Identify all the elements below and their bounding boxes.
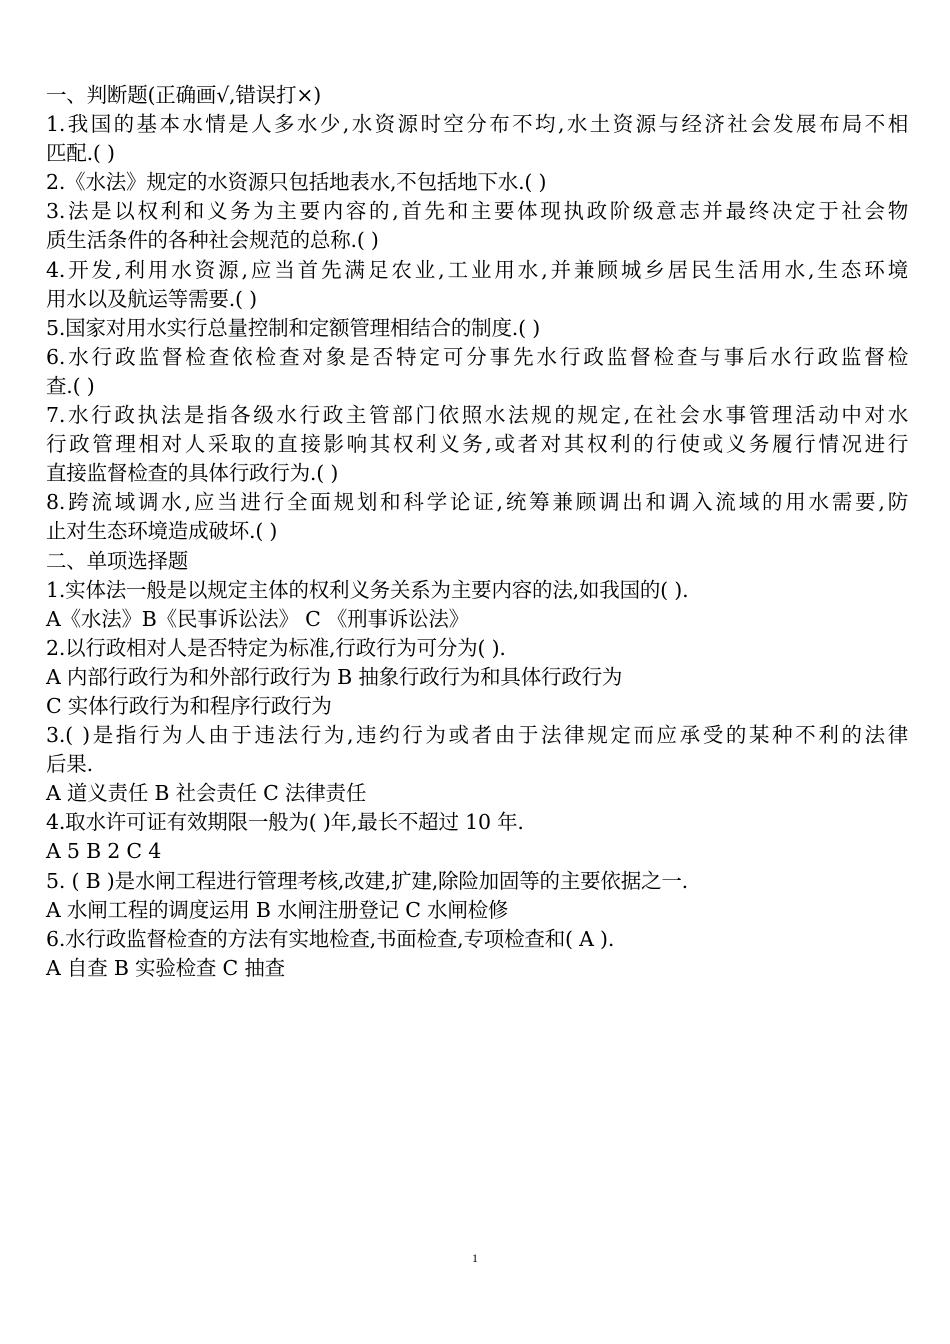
mc-question-1-options: A《水法》B《民事诉讼法》 C 《刑事诉讼法》: [46, 606, 469, 631]
document-body: [46, 81, 908, 983]
tf-question-7-line-3: 直接监督检查的具体行政行为.( ): [46, 461, 339, 486]
tf-question-2: 2.《水法》规定的水资源只包括地表水,不包括地下水.( ): [46, 170, 547, 195]
mc-question-4: 4.取水许可证有效期限一般为( )年,最长不超过 10 年.: [46, 810, 524, 835]
mc-question-4-options: A 5 B 2 C 4: [46, 839, 162, 864]
tf-question-3-line-1: 3.法是以权利和义务为主要内容的,首先和主要体现执政阶级意志并最终决定于社会物: [46, 199, 908, 224]
mc-question-3-line-2: 后果.: [46, 752, 93, 777]
mc-question-5-options: A 水闸工程的调度运用 B 水闸注册登记 C 水闸检修: [46, 897, 509, 922]
tf-question-7-line-1: 7.水行政执法是指各级水行政主管部门依照水法规的规定,在社会水事管理活动中对水: [46, 403, 908, 428]
tf-question-3-line-2: 质生活条件的各种社会规范的总称.( ): [46, 228, 379, 253]
tf-question-4-line-1: 4.开发,利用水资源,应当首先满足农业,工业用水,并兼顾城乡居民生活用水,生态环境: [46, 257, 908, 282]
tf-question-6-line-2: 查.( ): [46, 373, 95, 398]
mc-question-6: 6.水行政监督检查的方法有实地检查,书面检查,专项检查和( A ).: [46, 926, 615, 951]
page-number: 1: [472, 1251, 478, 1265]
mc-question-6-options: A 自查 B 实验检查 C 抽查: [46, 955, 285, 980]
tf-question-4-line-2: 用水以及航运等需要.( ): [46, 286, 257, 311]
mc-question-3-options: A 道义责任 B 社会责任 C 法律责任: [46, 781, 367, 806]
mc-question-5: 5. ( B )是水闸工程进行管理考核,改建,扩建,除险加固等的主要依据之一.: [46, 868, 688, 893]
section-heading-true-false: 一、判断题(正确画√,错误打×): [46, 83, 322, 107]
tf-question-7-line-2: 行政管理相对人采取的直接影响其权利义务,或者对其权利的行使或义务履行情况进行: [46, 432, 908, 457]
tf-question-1-line-1: 1.我国的基本水情是人多水少,水资源时空分布不均,水土资源与经济社会发展布局不相: [46, 112, 908, 137]
mc-question-2-options-line-1: A 内部行政行为和外部行政行为 B 抽象行政行为和具体行政行为: [46, 664, 623, 689]
mc-question-3-line-1: 3.( )是指行为人由于违法行为,违约行为或者由于法律规定而应承受的某种不利的法律: [46, 723, 908, 748]
tf-question-8-line-1: 8.跨流域调水,应当进行全面规划和科学论证,统筹兼顾调出和调入流域的用水需要,防: [46, 490, 908, 515]
tf-question-1-line-2: 匹配.( ): [46, 141, 115, 166]
mc-question-2: 2.以行政相对人是否特定为标准,行政行为可分为( ).: [46, 635, 506, 660]
tf-question-8-line-2: 止对生态环境造成破坏.( ): [46, 519, 278, 544]
section-heading-single-choice: 二、单项选择题: [46, 548, 189, 573]
tf-question-5: 5.国家对用水实行总量控制和定额管理相结合的制度.( ): [46, 315, 540, 340]
tf-question-6-line-1: 6.水行政监督检查依检查对象是否特定可分事先水行政监督检查与事后水行政监督检: [46, 344, 908, 369]
mc-question-1: 1.实体法一般是以规定主体的权利义务关系为主要内容的法,如我国的( ).: [46, 577, 689, 602]
mc-question-2-options-line-2: C 实体行政行为和程序行政行为: [46, 693, 332, 718]
